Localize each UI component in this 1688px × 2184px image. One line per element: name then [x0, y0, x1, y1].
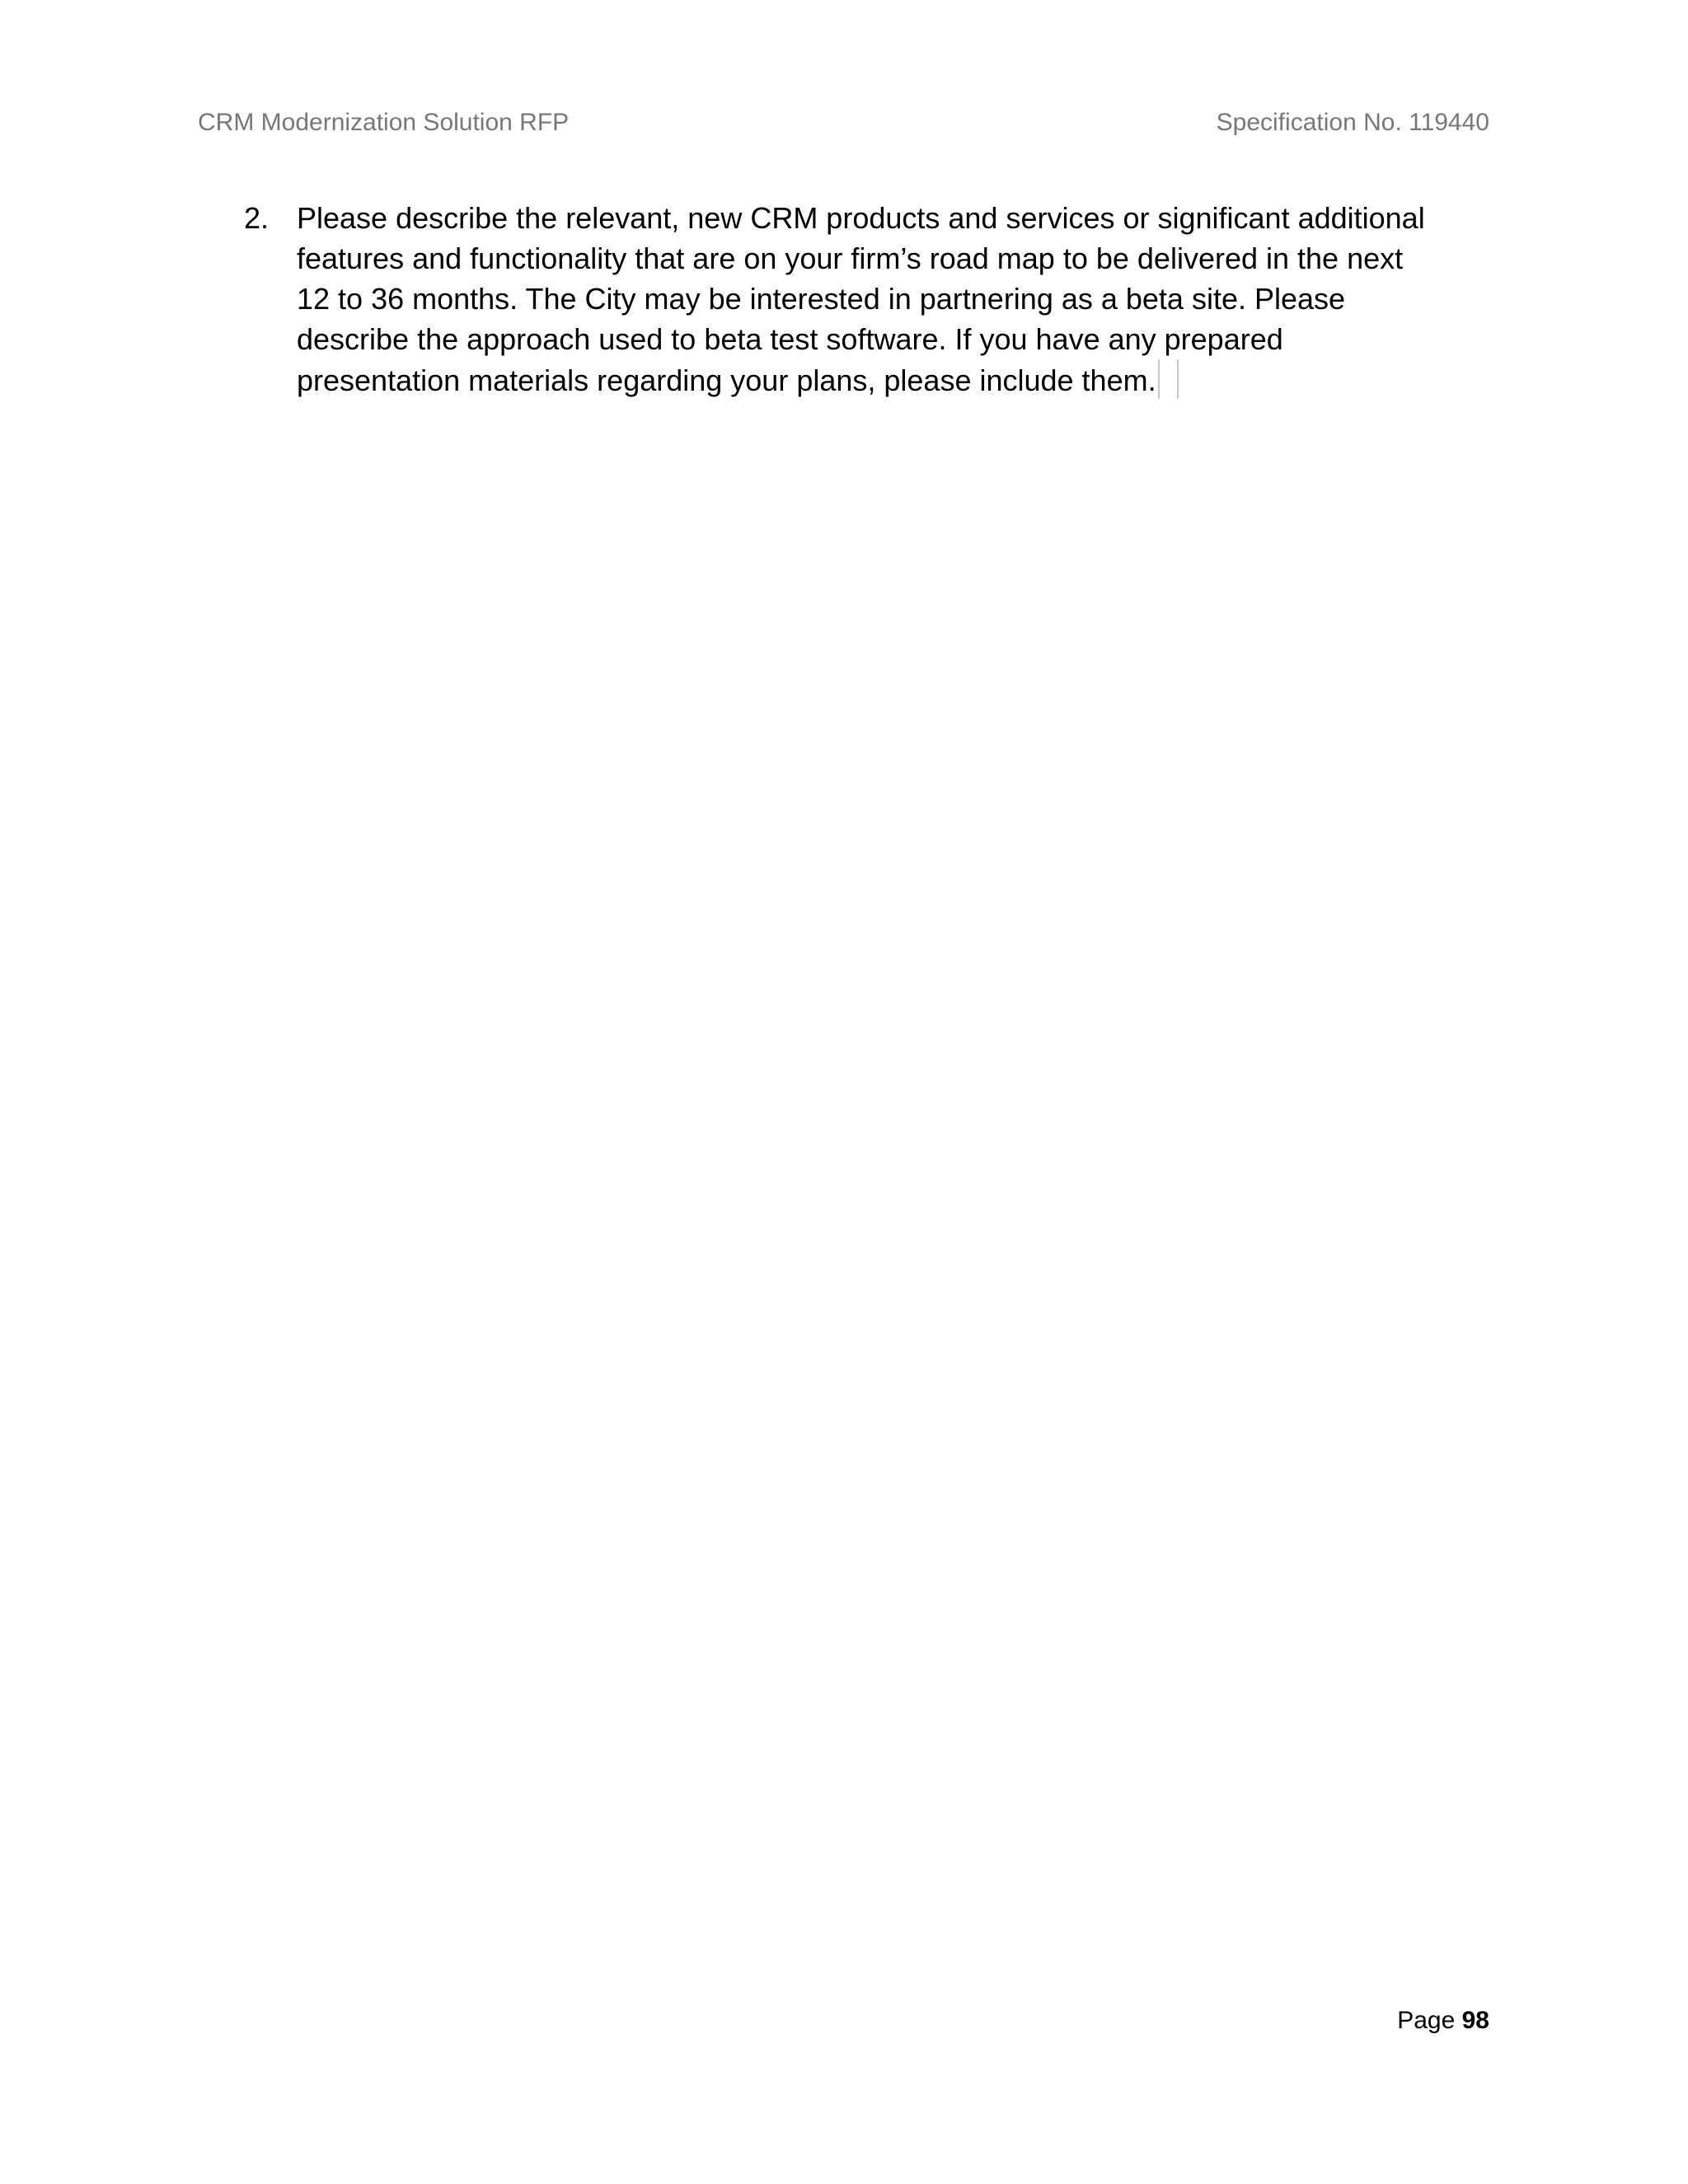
text-line: 12 to 36 months. The City may be interested in partnering as a beta site. Please — [297, 282, 1346, 316]
end-of-row-marker — [1177, 359, 1179, 399]
end-of-cell-marker — [1158, 359, 1160, 399]
page-number: 98 — [1461, 2007, 1489, 2034]
header-specification-number: Specification No. 119440 — [1216, 109, 1489, 136]
list-item-number: 2. — [244, 201, 270, 235]
text-line: features and functionality that are on your firm’s road map to be delivered in the next — [297, 241, 1404, 275]
text-line-content: presentation materials regarding your plans, please include them. — [297, 363, 1156, 397]
page-label: Page — [1397, 2007, 1456, 2034]
text-line: Please describe the relevant, new CRM products and services or significant additional — [297, 201, 1425, 235]
header-document-title: CRM Modernization Solution RFP — [198, 109, 570, 136]
text-line: describe the approach used to beta test software. If you have any prepared — [297, 322, 1283, 356]
page-footer — [1397, 2007, 1489, 2035]
numbered-list-item — [244, 198, 1464, 401]
text-line-last — [297, 359, 1464, 401]
list-item-text — [297, 198, 1464, 401]
